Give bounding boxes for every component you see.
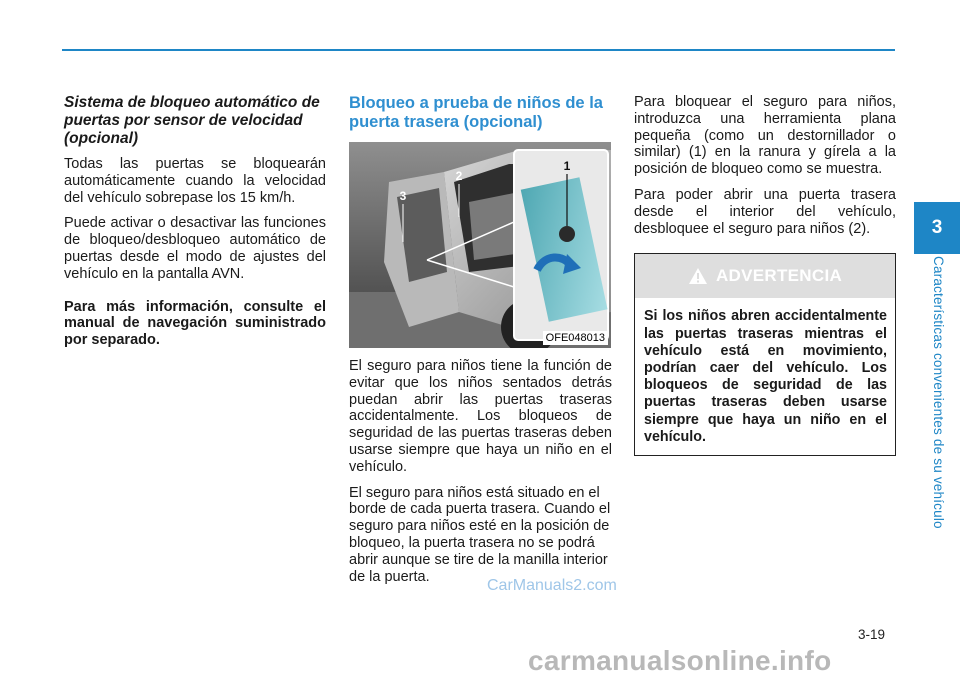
watermark-footer: carmanualsonline.info	[528, 645, 832, 676]
chapter-side-title: Características convenientes de su vehículo	[931, 256, 946, 529]
reference-note: Para más información, consulte el manual de navegación suministrado por separado.	[64, 298, 326, 349]
column-left	[64, 94, 326, 358]
warning-header	[635, 254, 895, 298]
page-number: 3-19	[858, 627, 886, 642]
figure-code: OFE048013	[543, 331, 608, 345]
callout-3: 3	[399, 189, 407, 203]
paragraph: Para poder abrir una puerta trasera desde el interior del vehículo, desbloquee el seguro para niños (2).	[634, 186, 896, 237]
paragraph: El seguro para niños está situado en el borde de cada puerta trasera. Cuando el seguro para niños esté en la posición de bloqueo, la puerta trasera no se podrá abrir aunque se tire de la manilla interior de la puerta.	[349, 484, 611, 585]
watermark-link[interactable]: CarManuals2.com	[487, 577, 617, 594]
callout-1: 1	[563, 159, 571, 173]
column-right	[634, 94, 896, 456]
column-middle	[349, 94, 612, 594]
section-heading: Bloqueo a prueba de niños de la puerta trasera (opcional)	[349, 94, 603, 131]
warning-text: Si los niños abren accidentalmente las puertas traseras mientras el vehículo está en movimiento, podrían caer del vehículo. Los bloqueos de seguridad de las puertas traseras deben usarse siempre que haya un niño en el vehículo.	[644, 308, 887, 445]
paragraph: El seguro para niños tiene la función de evitar que los niños sentados detrás puedan abrir las puertas traseras accidentalmente. Los bloqueos de seguridad de las puertas traseras deben usarse siempre que haya un niño en el vehículo.	[349, 358, 612, 475]
car-door-illustration	[349, 142, 611, 348]
paragraph: Para bloquear el seguro para niños, introduzca una herramienta plana pequeña (como un destornillador o similar) (1) en la ranura y gírela a la posición de bloqueo como se muestra.	[634, 94, 896, 178]
section-subheading: Sistema de bloqueo automático de puertas por sensor de velocidad (opcional)	[64, 94, 320, 147]
warning-title: ADVERTENCIA	[715, 266, 843, 286]
callout-2: 2	[455, 169, 463, 183]
paragraph: Todas las puertas se bloquearán automáticamente cuando la velocidad del vehículo sobrepase los 15 km/h.	[64, 156, 326, 206]
header-rule	[62, 49, 895, 51]
warning-box	[634, 253, 896, 456]
chapter-tab: 3	[914, 202, 960, 254]
warning-triangle-icon	[688, 267, 708, 285]
child-lock-figure	[349, 142, 611, 348]
paragraph: Puede activar o desactivar las funciones de bloqueo/desbloqueo automático de puertas desde el modo de ajustes del vehículo en la pantalla AVN.	[64, 215, 326, 282]
